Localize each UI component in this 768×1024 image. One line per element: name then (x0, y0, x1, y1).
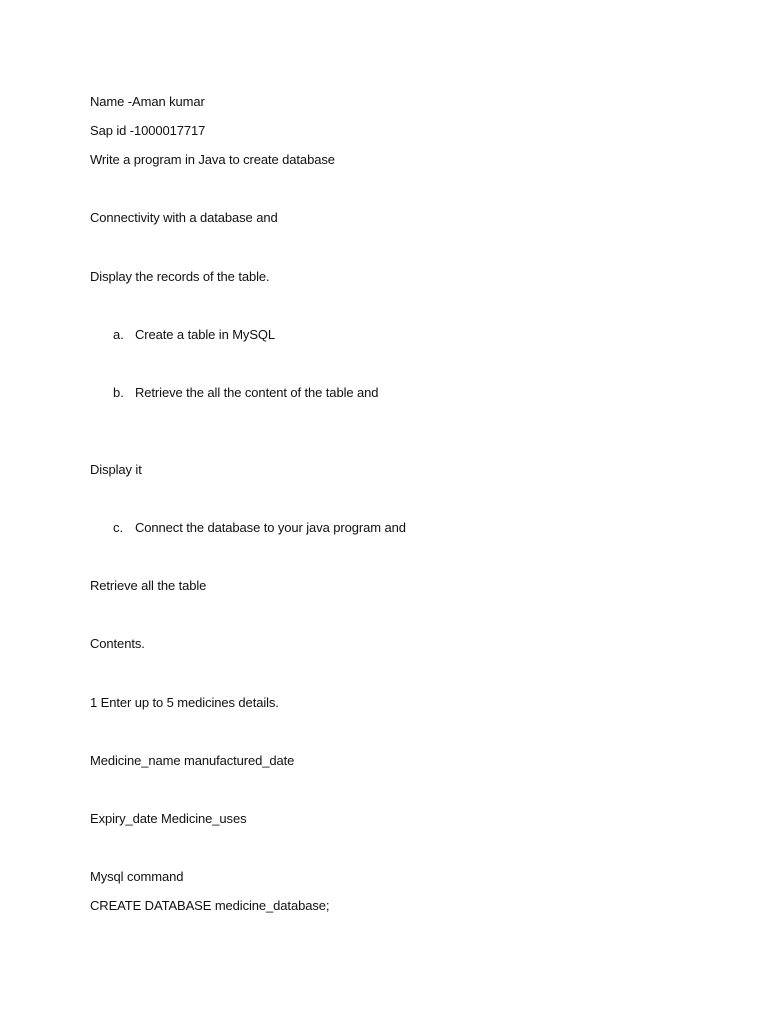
task-line-contents: Contents. (90, 636, 145, 651)
step-enter-details: 1 Enter up to 5 medicines details. (90, 695, 279, 710)
create-database-statement: CREATE DATABASE medicine_database; (90, 898, 330, 913)
task-line-display-records: Display the records of the table. (90, 269, 270, 284)
task-line-retrieve-all: Retrieve all the table (90, 578, 207, 593)
field-list-1: Medicine_name manufactured_date (90, 753, 295, 768)
list-marker-b: b. (113, 385, 124, 400)
list-marker-c: c. (113, 520, 124, 535)
student-name: Name -Aman kumar (90, 94, 205, 109)
task-line-display-it: Display it (90, 462, 142, 477)
task-statement: Write a program in Java to create database (90, 152, 335, 167)
list-item-a: Create a table in MySQL (135, 327, 276, 342)
task-line-connectivity: Connectivity with a database and (90, 210, 278, 225)
sap-id: Sap id -1000017717 (90, 123, 206, 138)
mysql-command-label: Mysql command (90, 869, 184, 884)
field-list-2: Expiry_date Medicine_uses (90, 811, 247, 826)
list-item-b: Retrieve the all the content of the table and (135, 385, 379, 400)
list-item-c: Connect the database to your java program and (135, 520, 406, 535)
list-marker-a: a. (113, 327, 124, 342)
